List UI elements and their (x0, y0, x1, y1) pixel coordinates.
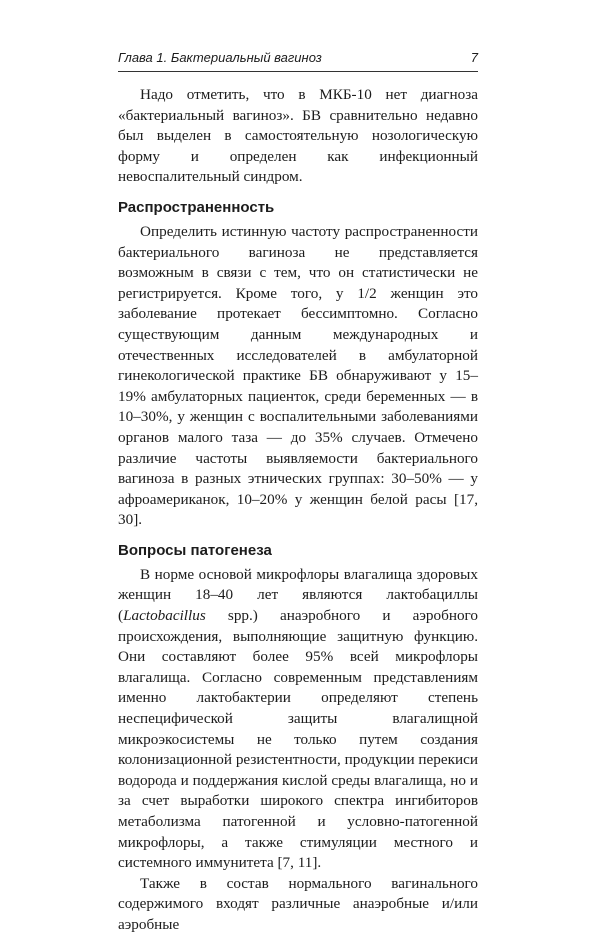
chapter-title: Глава 1. Бактериальный вагиноз (118, 50, 322, 65)
book-page (118, 50, 478, 936)
pathogenesis-paragraph (118, 565, 478, 874)
pathogenesis-text-end: spp.) анаэробного и аэробного происхождения, выполняющие защитную функцию. Они составляют более 95% всей микрофлоры влагалища. Согласно современным представлениям именно лактобактерии определяют степень неспецифической защиты влагалищной микроэкосистемы не только путем создания колонизационной резистентности, продукции перекиси водорода и поддержания кислой среды влагалища, но и за счет выработки широкого спектра ингибиторов метаболизма патогенной и условно-патогенной микрофлоры, а также стимуляции местного и системного иммунитета [7, 11]. (118, 607, 478, 872)
section-heading-prevalence: Распространенность (118, 198, 275, 216)
composition-paragraph: Также в состав нормального вагинального содержимого входят различные анаэробные и/или аэробные (118, 874, 478, 933)
intro-paragraph: Надо отметить, что в МКБ-10 нет диагноза «бактериальный вагиноз». БВ сравнительно недавно был выделен в самостоятельную нозологическую форму и определен как инфекционный невоспалительный синдром. (118, 86, 478, 186)
prevalence-paragraph: Определить истинную частоту распространенности бактериального вагиноза не представляется возможным в связи с тем, что он статистически не регистрируется. Кроме того, у 1/2 женщин это заболевание протекает бессимптомно. Согласно существующим данным международных и отечественных исследователей в амбулаторной гинекологической практике БВ обнаруживают у 15–19% амбулаторных пациенток, среди беременных — в 10–30%, у женщин с воспалительными заболеваниями органов малого таза — до 35% случаев. Отмечено различие частоты выявляемости бактериального вагиноза в разных этнических группах: 30–50% — у афроамериканок, 10–20% у женщин белой расы [17, 30]. (118, 222, 478, 529)
running-head (118, 50, 478, 72)
body-text (118, 85, 478, 936)
genus-name-italic: Lactobacillus (123, 607, 206, 625)
page-number: 7 (470, 50, 478, 65)
section-heading-pathogenesis: Вопросы патогенеза (118, 541, 272, 559)
pathogenesis-text-start: В норме основой микрофлоры влагалища здоровых женщин 18–40 лет являются лактобациллы ( (118, 565, 478, 625)
